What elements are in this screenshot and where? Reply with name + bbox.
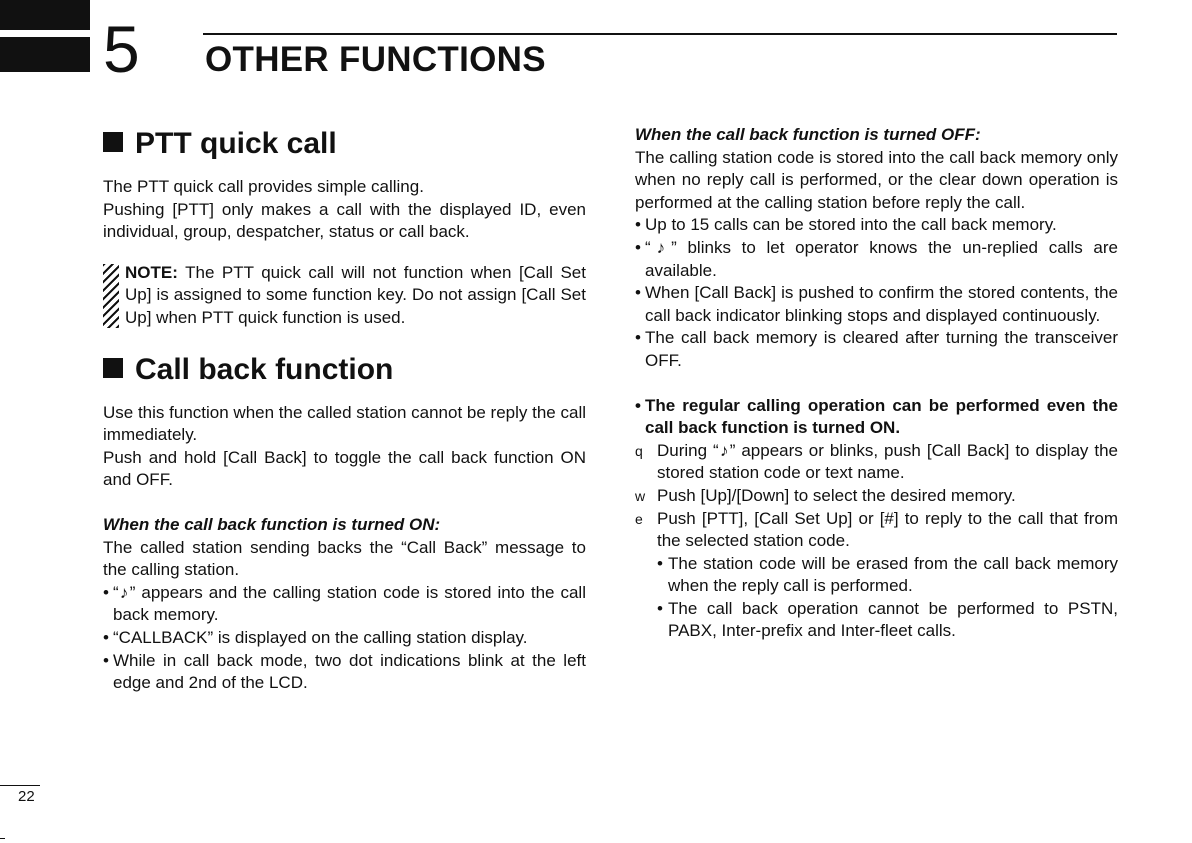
note-block [103, 262, 586, 330]
note-stripe-icon [103, 264, 119, 328]
step-item [635, 508, 1118, 553]
note-text: The PTT quick call will not function when [Call Set Up] is assigned to some function key. Do not assign [Call Set Up] when PTT quick function is used. [125, 262, 586, 327]
step-item [635, 440, 1118, 485]
callback-paragraph-2: Push and hold [Call Back] to toggle the call back function ON and OFF. [103, 447, 586, 490]
list-item: • “♪” blinks to let operator knows the un-replied calls are available. [635, 237, 1118, 282]
step-text: Push [Up]/[Down] to select the desired memory. [657, 485, 1016, 505]
section-square-icon [103, 358, 123, 378]
list-item: • “CALLBACK” is displayed on the calling station display. [103, 627, 586, 650]
right-column [635, 124, 1118, 643]
ptt-quick-call-heading [103, 124, 586, 164]
ptt-paragraph-1: The PTT quick call provides simple calling. [103, 177, 424, 196]
footer-rule [0, 785, 40, 786]
list-item: • Up to 15 calls can be stored into the call back memory. [635, 214, 1118, 237]
list-item: • The call back memory is cleared after turning the transceiver OFF. [635, 327, 1118, 372]
left-column [103, 124, 586, 695]
off-subheading: When the call back function is turned OFF: [635, 125, 981, 144]
list-item: • The station code will be erased from the call back memory when the reply call is performed. [635, 553, 1118, 598]
step-text: Push [PTT], [Call Set Up] or [#] to reply to the call that from the selected station code. [657, 508, 1118, 551]
off-paragraph: The calling station code is stored into the call back memory only when no reply call is performed, or the clear down operation is performed at the calling station before reply the call. [635, 147, 1118, 212]
note-label: NOTE: [125, 262, 178, 282]
page-number: 22 [18, 788, 35, 805]
step-item [635, 485, 1118, 508]
regular-calling-note: • The regular calling operation can be performed even the call back function is turned ON. [635, 395, 1118, 440]
section-square-icon [103, 132, 123, 152]
ptt-heading-text: PTT quick call [135, 127, 337, 160]
step-text: During “♪” appears or blinks, push [Call Back] to display the stored station code or text name. [657, 440, 1118, 483]
chapter-tab-top [0, 0, 90, 30]
list-item: • When [Call Back] is pushed to confirm the stored contents, the call back indicator blinking stops and displayed continuously. [635, 282, 1118, 327]
ptt-paragraph-2: Pushing [PTT] only makes a call with the displayed ID, even individual, group, despatcher, status or call back. [103, 199, 586, 242]
step-number-1: q [635, 442, 643, 459]
call-back-function-heading [103, 350, 586, 390]
header-rule [203, 33, 1117, 35]
list-item: • The call back operation cannot be performed to PSTN, PABX, Inter-prefix and Inter-fleet calls. [635, 598, 1118, 643]
list-item: • While in call back mode, two dot indications blink at the left edge and 2nd of the LCD. [103, 650, 586, 695]
chapter-title: OTHER FUNCTIONS [205, 40, 546, 79]
corner-mark [0, 838, 5, 839]
chapter-number: 5 [103, 12, 140, 86]
step-number-2: w [635, 487, 646, 504]
chapter-tab-bottom [0, 37, 90, 72]
list-item: • “♪” appears and the calling station code is stored into the call back memory. [103, 582, 586, 627]
on-paragraph: The called station sending backs the “Call Back” message to the calling station. [103, 537, 586, 580]
callback-heading-text: Call back function [135, 352, 394, 386]
on-subheading: When the call back function is turned ON: [103, 514, 441, 534]
step-number-3: e [635, 510, 643, 527]
callback-paragraph-1: Use this function when the called station cannot be reply the call immediately. [103, 402, 586, 445]
